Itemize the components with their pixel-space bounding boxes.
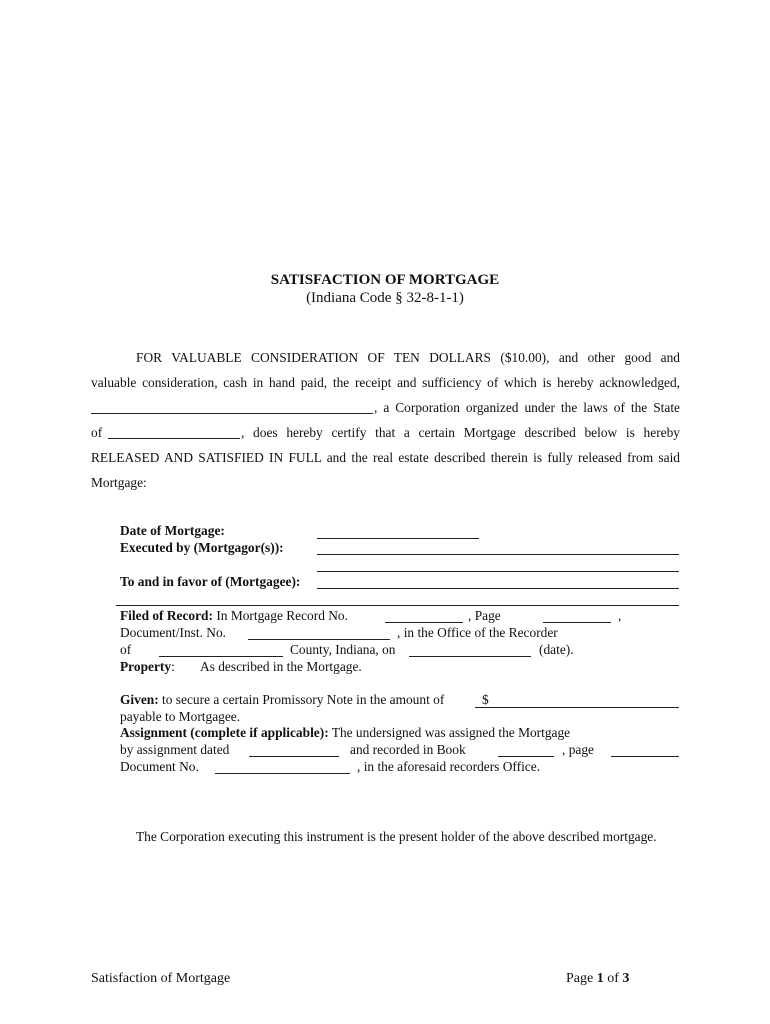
assignment-line [120, 725, 570, 741]
given-line [120, 692, 444, 708]
date-of-mortgage-blank[interactable] [317, 538, 479, 539]
aforesaid-office-text: , in the aforesaid recorders Office. [357, 759, 541, 774]
document-inst-no-blank[interactable] [248, 639, 390, 640]
page-blank[interactable] [543, 622, 611, 623]
footer-page-total: 3 [622, 971, 630, 986]
mortgage-record-no-blank[interactable] [385, 622, 463, 623]
assignment-page-blank[interactable] [611, 756, 679, 757]
page-label: , Page [468, 608, 501, 623]
filed-of-record-text: In Mortgage Record No. [216, 608, 348, 623]
closing-statement: The Corporation executing this instrument is the present holder of the above described mortgage. [136, 829, 657, 844]
footer-page-prefix: Page [566, 971, 594, 986]
assignment-label: Assignment (complete if applicable): [120, 725, 329, 740]
document-subtitle: (Indiana Code § 32-8-1-1) [306, 290, 464, 306]
date-of-mortgage-label: Date of Mortgage: [120, 523, 225, 538]
date-paren-text: (date). [539, 642, 574, 657]
of-label: of [120, 642, 132, 657]
page-lower-label: , page [562, 742, 594, 757]
body-line-6: Mortgage: [91, 475, 147, 490]
mortgagor-blank-2[interactable] [317, 571, 679, 572]
book-blank[interactable] [498, 756, 554, 757]
body-line-2: valuable consideration, cash in hand paid, the receipt and sufficiency of which is hereby acknowledged, [91, 375, 680, 390]
footer-page-of: of [607, 971, 619, 986]
recorded-date-blank[interactable] [409, 656, 531, 657]
document-no-blank[interactable] [215, 773, 350, 774]
property-text: As described in the Mortgage. [200, 659, 362, 674]
dollar-sign: $ [482, 692, 489, 707]
mortgagee-blank-2[interactable] [116, 605, 679, 606]
promissory-amount-blank[interactable] [475, 707, 679, 708]
body-line-4-of: of [91, 425, 103, 440]
by-assignment-dated-label: by assignment dated [120, 742, 230, 757]
assignment-text: The undersigned was assigned the Mortgage [331, 725, 571, 740]
county-blank[interactable] [159, 656, 283, 657]
mortgagor-blank-1[interactable] [317, 554, 679, 555]
footer-page-number [566, 971, 629, 987]
body-line-5: RELEASED AND SATISFIED IN FULL and the real estate described therein is fully released from said [91, 450, 680, 465]
document-inst-no-label: Document/Inst. No. [120, 625, 226, 640]
state-blank[interactable] [108, 438, 240, 439]
filed-of-record-label: Filed of Record: [120, 608, 213, 623]
footer-page-current: 1 [596, 971, 604, 986]
in-favor-of-label: To and in favor of (Mortgagee): [120, 574, 301, 589]
county-indiana-on-text: County, Indiana, on [290, 642, 396, 657]
property-colon: : [171, 659, 175, 674]
given-text: to secure a certain Promissory Note in the amount of [162, 692, 445, 707]
body-line-4: , does hereby certify that a certain Mortgage described below is hereby [241, 425, 680, 440]
document-title: SATISFACTION OF MORTGAGE [270, 272, 500, 288]
page-comma: , [618, 608, 622, 623]
assignment-date-blank[interactable] [249, 756, 339, 757]
body-line-1: FOR VALUABLE CONSIDERATION OF TEN DOLLARS ($10.00), and other good and [136, 350, 680, 365]
office-of-recorder-text: , in the Office of the Recorder [397, 625, 558, 640]
mortgagee-blank-1[interactable] [317, 588, 679, 589]
property-label: Property [120, 659, 172, 674]
corporation-name-blank[interactable] [91, 413, 373, 414]
document-no-label: Document No. [120, 759, 199, 774]
filed-of-record-line [120, 608, 348, 624]
body-line-3: , a Corporation organized under the laws of the State [374, 400, 680, 415]
given-label: Given: [120, 692, 159, 707]
footer-document-name: Satisfaction of Mortgage [91, 971, 231, 986]
recorded-in-book-label: and recorded in Book [350, 742, 466, 757]
property-line [120, 659, 175, 675]
payable-text: payable to Mortgagee. [120, 709, 241, 724]
executed-by-label: Executed by (Mortgagor(s)): [120, 540, 284, 555]
